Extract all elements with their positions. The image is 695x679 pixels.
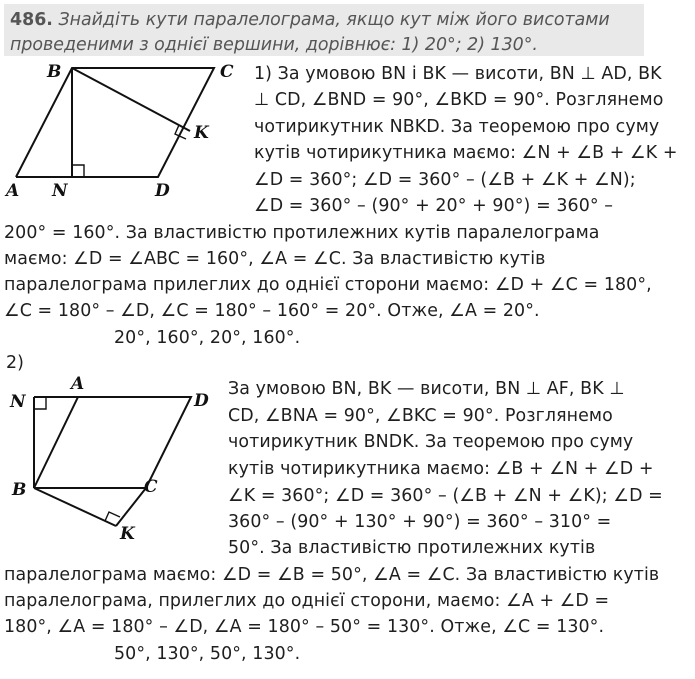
part2-line: ∠K = 360°; ∠D = 360° – (∠B + ∠N + ∠K); ∠D = <box>228 486 663 506</box>
task-statement-line1: 486. Знайдіть кути паралелограма, якщо кут між його висотами <box>10 10 610 30</box>
figure-1-parallelogram <box>0 0 260 200</box>
height-bk <box>34 488 116 526</box>
label-b: B <box>47 62 62 82</box>
parallelogram-abcd <box>34 397 191 488</box>
height-bk <box>72 68 190 131</box>
label-c: C <box>220 62 234 82</box>
part2-line: паралелограма, прилеглих до однієї сторони, маємо: ∠A + ∠D = <box>4 591 610 611</box>
part1-line: 1) За умовою BN і BK — висоти, BN ⊥ AD, BK <box>254 64 662 84</box>
part1-line: чотирикутник NBKD. За теоремою про суму <box>254 117 660 137</box>
label-d: D <box>194 391 209 411</box>
part2-line: 360° – (90° + 130° + 90°) = 360° – 310° = <box>228 512 612 532</box>
label-n: N <box>10 392 26 412</box>
task-statement-line2: проведеними з однієї вершини, дорівнює: 1) 20°; 2) 130°. <box>10 35 538 55</box>
right-angle-k <box>105 512 120 521</box>
part1-line: ∠C = 180° – ∠D, ∠C = 180° – 160° = 20°. Отже, ∠A = 20°. <box>4 301 540 321</box>
label-d: D <box>155 181 170 201</box>
label-a: A <box>6 181 20 201</box>
label-b: B <box>12 480 27 500</box>
label-n: N <box>52 181 68 201</box>
part1-line: ∠D = 360° – (90° + 20° + 90°) = 360° – <box>254 196 614 216</box>
part2-line: 180°, ∠A = 180° – ∠D, ∠A = 180° – 50° = 130°. Отже, ∠C = 130°. <box>4 617 605 637</box>
part1-line: паралелограма прилеглих до однієї сторони маємо: ∠D + ∠C = 180°, <box>4 275 652 295</box>
right-angle-n <box>72 165 84 177</box>
part1-line: ∠D = 360°; ∠D = 360° – (∠B + ∠K + ∠N); <box>254 170 636 190</box>
label-k: K <box>120 524 135 544</box>
part1-line: 200° = 160°. За властивістю протилежних кутів паралелограма <box>4 223 600 243</box>
label-k: K <box>194 123 209 143</box>
part2-line: паралелограма маємо: ∠D = ∠B = 50°, ∠A = ∠C. За властивістю кутів <box>4 565 660 585</box>
label-a: A <box>71 374 85 394</box>
label-c: C <box>144 477 158 497</box>
part1-answer: 20°, 160°, 20°, 160°. <box>114 328 301 348</box>
part2-line: CD, ∠BNA = 90°, ∠BKC = 90°. Розглянемо <box>228 406 613 426</box>
figure-2-parallelogram <box>0 360 230 560</box>
part2-answer: 50°, 130°, 50°, 130°. <box>114 644 301 664</box>
extension-ck <box>116 488 146 526</box>
part2-line: кутів чотирикутника маємо: ∠B + ∠N + ∠D + <box>228 459 654 479</box>
part1-line: маємо: ∠D = ∠ABC = 160°, ∠A = ∠C. За властивістю кутів <box>4 249 546 269</box>
part2-label: 2) <box>6 353 25 373</box>
part1-line: ⊥ CD, ∠BND = 90°, ∠BKD = 90°. Розглянемо <box>254 90 664 110</box>
part1-line: кутів чотирикутника маємо: ∠N + ∠B + ∠K + <box>254 143 678 163</box>
parallelogram-abcd <box>16 68 214 177</box>
part2-line: За умовою BN, BK — висоти, BN ⊥ AF, BK ⊥ <box>228 379 625 399</box>
task-number: 486. <box>10 10 53 30</box>
part2-line: 50°. За властивістю протилежних кутів <box>228 538 596 558</box>
part2-line: чотирикутник BNDK. За теоремою про суму <box>228 432 634 452</box>
right-angle-n <box>34 397 46 409</box>
